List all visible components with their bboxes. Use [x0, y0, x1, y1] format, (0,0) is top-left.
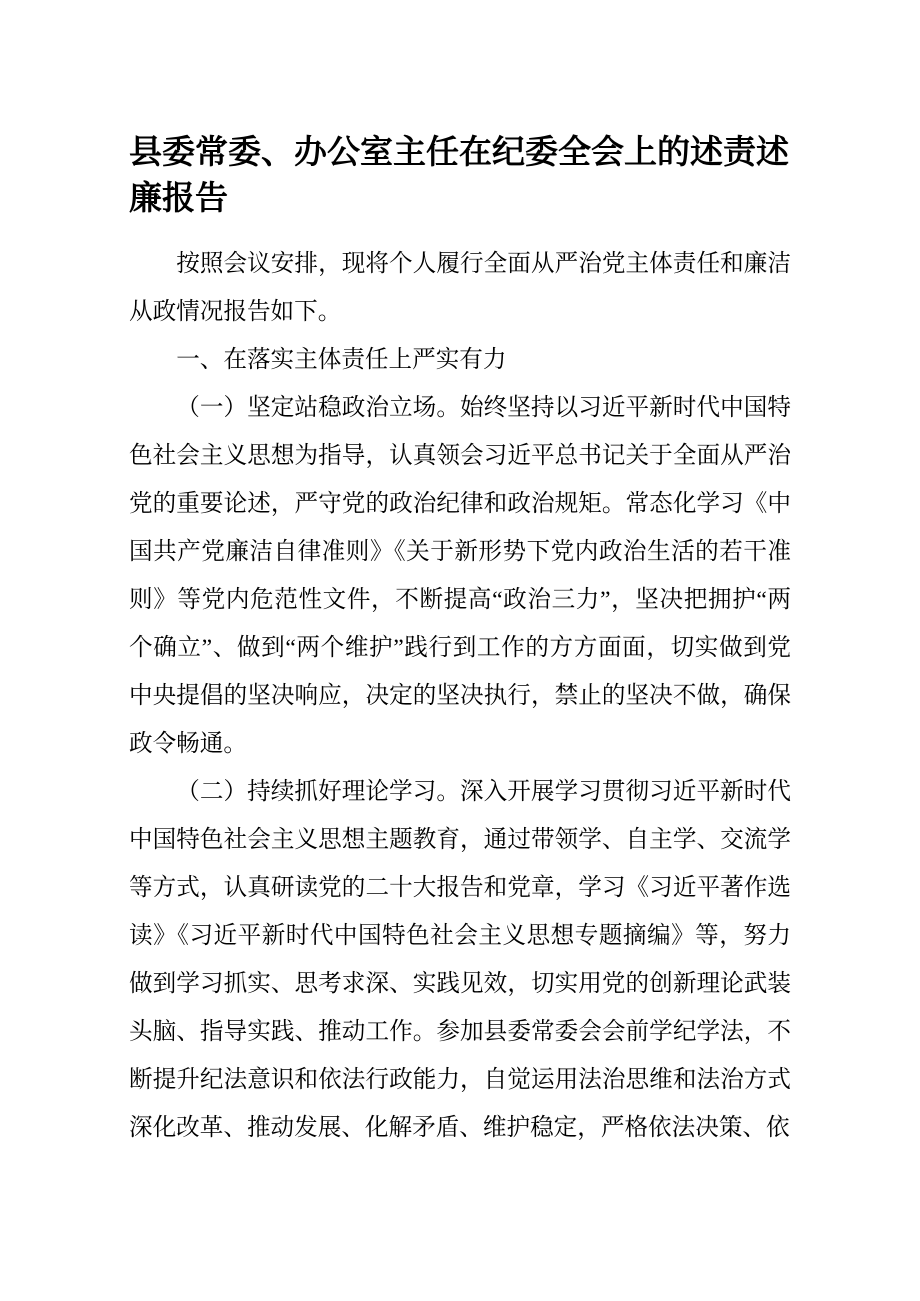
document-title: 县委常委、办公室主任在纪委全会上的述责述廉报告 [129, 135, 789, 217]
body-paragraph: 按照会议安排，现将个人履行全面从严治党主体责任和廉洁从政情况报告如下。 [129, 251, 791, 325]
body-paragraph: （二）持续抓好理论学习。深入开展学习贯彻习近平新时代中国特色社会主义思想主题教育，通过带领学、自主学、交流学等方式，认真研读党的二十大报告和党章，学习《习近平著作选读》《习近平新时代中国特色社会主义思想专题摘编》等，努力做到学习抓实、思考求深、实践见效，切实用党的创新理论武装头脑、指导实践、推动工作。参加县委常委会会前学纪学法，不断提升纪法意识和依法行政能力，自觉运用法治思维和法治方式深化改革、推动发展、化解矛盾、维护稳定，严格依法决策、依 [129, 779, 791, 1141]
body-paragraph: （一）坚定站稳政治立场。始终坚持以习近平新时代中国特色社会主义思想为指导，认真领会习近平总书记关于全面从严治党的重要论述，严守党的政治纪律和政治规矩。常态化学习《中国共产党廉洁自律准则》《关于新形势下党内政治生活的若干准则》等党内危范性文件，不断提高“政治三力”，坚决把拥护“两个确立”、做到“两个维护”践行到工作的方方面面，切实做到党中央提倡的坚决响应，决定的坚决执行，禁止的坚决不做，确保政令畅通。 [129, 395, 791, 757]
section-heading: 一、在落实主体责任上严实有力 [176, 347, 507, 373]
